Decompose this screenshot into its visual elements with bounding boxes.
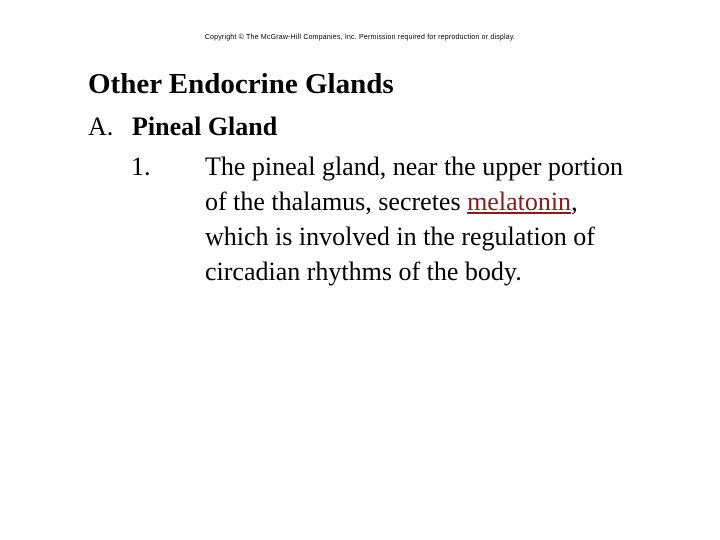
section-letter: A.: [88, 112, 114, 141]
item-line-with-term: [205, 184, 675, 219]
item-line-segment: of the thalamus, secretes: [205, 187, 468, 216]
item-number: 1.: [131, 152, 151, 181]
item-text: [205, 149, 675, 289]
item-line: which is involved in the regulation of: [205, 222, 595, 251]
copyright-notice: Copyright © The McGraw-Hill Companies, Inc. Permission required for reproduction or display.: [204, 34, 516, 41]
section-heading: Pineal Gland: [132, 112, 278, 141]
item-line: The pineal gland, near the upper portion: [205, 152, 624, 181]
item-line: circadian rhythms of the body.: [205, 257, 522, 286]
melatonin-term-link[interactable]: melatonin: [467, 187, 572, 216]
slide-title: Other Endocrine Glands: [88, 68, 394, 100]
item-line-segment: ,: [571, 187, 578, 216]
section-pineal-gland: [88, 108, 277, 146]
